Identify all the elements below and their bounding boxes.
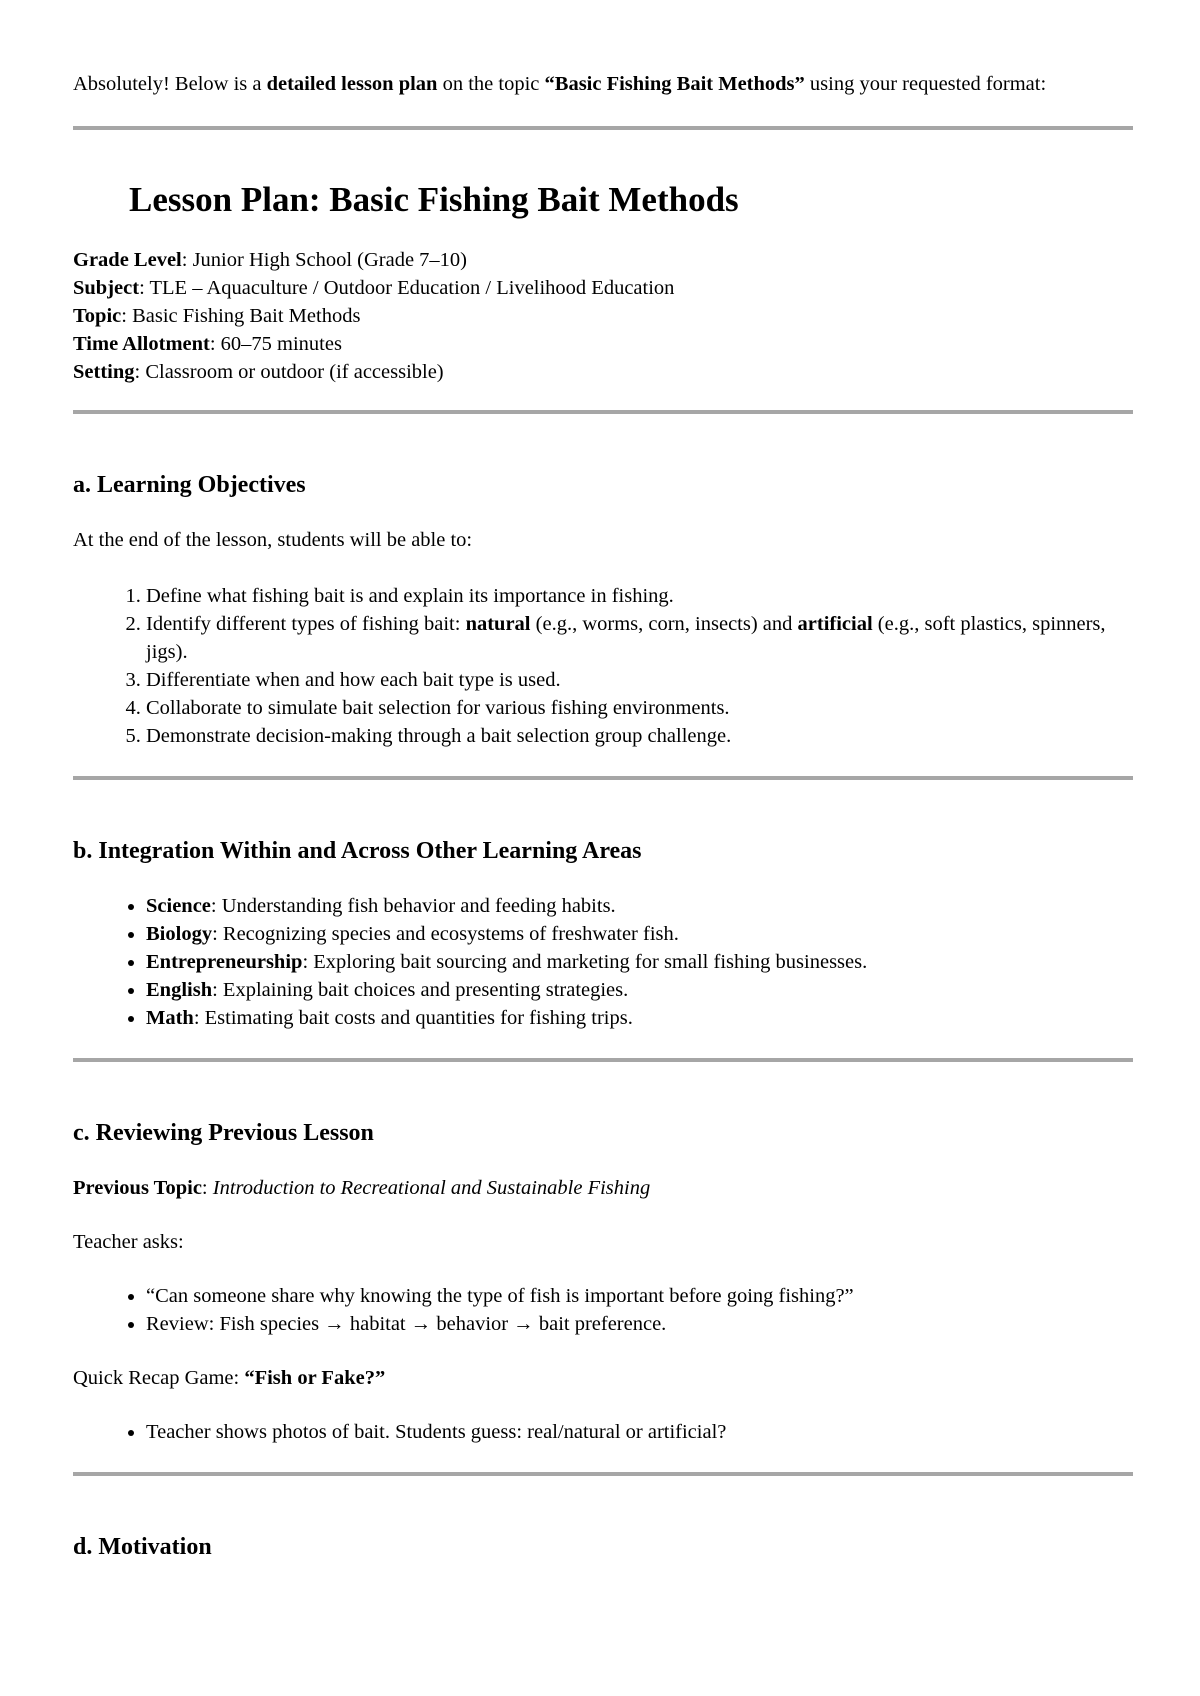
teacher-asks: Teacher asks:	[73, 1231, 184, 1253]
item-text: : Estimating bait costs and quantities for fishing trips.	[193, 1007, 633, 1029]
bold-artificial: artificial	[797, 613, 873, 635]
divider	[73, 1472, 1133, 1476]
item-label: English	[146, 979, 213, 1001]
list-item: 4. Collaborate to simulate bait selection for various fishing environments.	[146, 694, 1133, 722]
bold-natural: natural	[465, 613, 531, 635]
objective-text: (e.g., soft plastics, spinners, jigs).	[146, 613, 1106, 663]
divider	[73, 776, 1133, 780]
meta-label: Topic	[73, 305, 122, 327]
intro-text-1: Absolutely! Below is a	[73, 73, 267, 95]
list-item: • Teacher shows photos of bait. Students guess: real/natural or artificial?	[146, 1418, 1133, 1446]
objective-text: (e.g., worms, corn, insects) and	[530, 613, 798, 635]
intro-bold-1: detailed lesson plan	[266, 73, 438, 95]
list-item	[146, 610, 1133, 666]
document-page	[73, 70, 1133, 1562]
meta-label: Time Allotment	[73, 333, 210, 355]
item-label: Biology	[146, 923, 213, 945]
meta-value: : Basic Fishing Bait Methods	[121, 305, 361, 327]
list-item: 3. Differentiate when and how each bait type is used.	[146, 666, 1133, 694]
list-item	[146, 976, 1133, 1004]
previous-topic-label: Previous Topic	[73, 1177, 202, 1199]
page-title: Lesson Plan: Basic Fishing Bait Methods	[129, 180, 739, 219]
meta-label: Setting	[73, 361, 135, 383]
section-heading-learning-objectives: a. Learning Objectives	[73, 472, 306, 498]
item-label: Science	[146, 895, 211, 917]
meta-subject	[73, 274, 1133, 302]
integration-list	[73, 892, 1133, 1032]
list-item	[146, 948, 1133, 976]
section-heading-reviewing: c. Reviewing Previous Lesson	[73, 1120, 374, 1146]
meta-label: Grade Level	[73, 249, 182, 271]
meta-topic	[73, 302, 1133, 330]
intro-text-2: on the topic	[437, 73, 545, 95]
meta-grade-level	[73, 246, 1133, 274]
meta-value: : 60–75 minutes	[209, 333, 342, 355]
divider	[73, 410, 1133, 414]
objectives-intro: At the end of the lesson, students will be able to:	[73, 529, 473, 551]
list-item	[146, 1004, 1133, 1032]
recap-list	[73, 1418, 1133, 1446]
meta-value: : Junior High School (Grade 7–10)	[181, 249, 467, 271]
item-label: Entrepreneurship	[146, 951, 303, 973]
meta-label: Subject	[73, 277, 140, 299]
list-item: 5. Demonstrate decision-making through a bait selection group challenge.	[146, 722, 1133, 750]
meta-setting	[73, 358, 1133, 386]
objective-text: Identify different types of fishing bait:	[146, 613, 466, 635]
list-item: • Review: Fish species → habitat → behavior → bait preference.	[146, 1310, 1133, 1338]
item-text: : Understanding fish behavior and feeding habits.	[210, 895, 616, 917]
recap-bold: “Fish or Fake?”	[244, 1367, 386, 1389]
recap-game	[73, 1364, 1133, 1392]
item-label: Math	[146, 1007, 194, 1029]
separator: :	[201, 1177, 213, 1199]
section-heading-integration: b. Integration Within and Across Other Learning Areas	[73, 838, 642, 864]
recap-text: Quick Recap Game:	[73, 1367, 245, 1389]
intro-text-3: using your requested format:	[804, 73, 1047, 95]
item-text: : Exploring bait sourcing and marketing for small fishing businesses.	[302, 951, 868, 973]
lesson-meta	[73, 246, 1133, 386]
objectives-list	[73, 582, 1133, 750]
section-heading-motivation: d. Motivation	[73, 1534, 212, 1560]
divider	[73, 126, 1133, 130]
item-text: : Recognizing species and ecosystems of freshwater fish.	[212, 923, 679, 945]
meta-value: : TLE – Aquaculture / Outdoor Education / Livelihood Education	[139, 277, 675, 299]
questions-list	[73, 1282, 1133, 1338]
divider	[73, 1058, 1133, 1062]
list-item: • “Can someone share why knowing the type of fish is important before going fishing?”	[146, 1282, 1133, 1310]
meta-time-allotment	[73, 330, 1133, 358]
previous-topic-value: Introduction to Recreational and Sustainable Fishing	[212, 1177, 651, 1199]
meta-value: : Classroom or outdoor (if accessible)	[134, 361, 444, 383]
intro-bold-2: “Basic Fishing Bait Methods”	[544, 73, 805, 95]
list-item: 1. Define what fishing bait is and explain its importance in fishing.	[146, 582, 1133, 610]
list-item	[146, 920, 1133, 948]
item-text: : Explaining bait choices and presenting strategies.	[212, 979, 629, 1001]
previous-topic	[73, 1174, 1133, 1202]
intro-paragraph	[73, 70, 1133, 98]
list-item	[146, 892, 1133, 920]
